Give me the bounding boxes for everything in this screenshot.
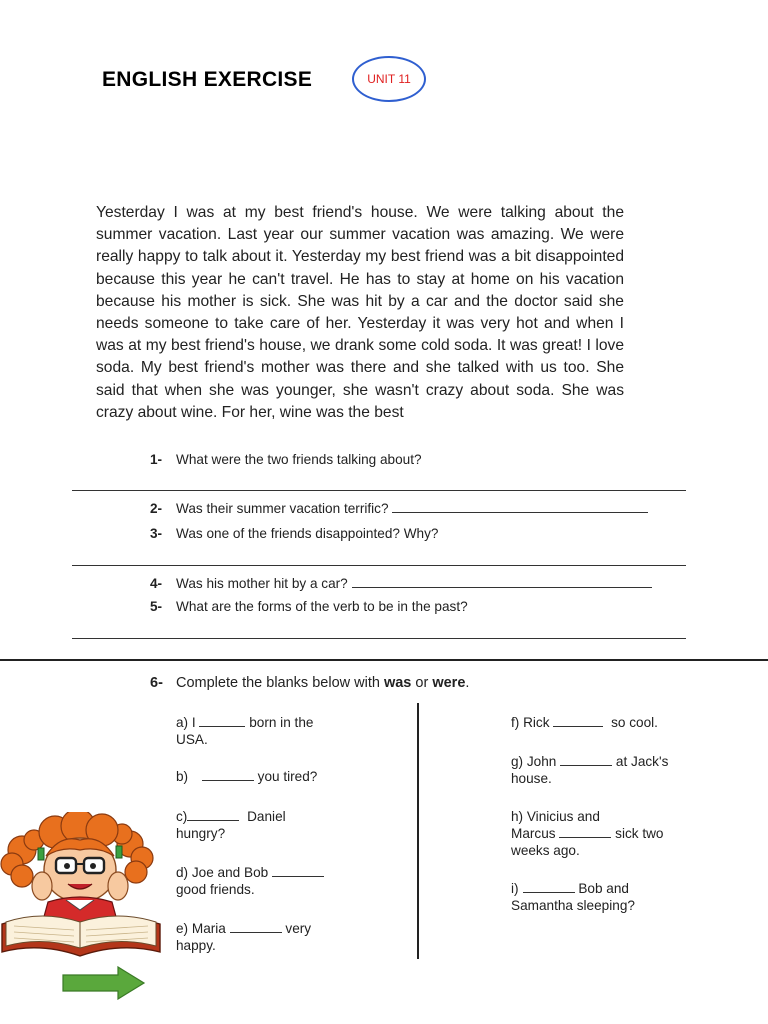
- answer-line-1[interactable]: [72, 490, 686, 491]
- blank-c[interactable]: [187, 808, 239, 821]
- blank-b[interactable]: [202, 768, 254, 781]
- answer-line-5[interactable]: [72, 638, 686, 639]
- blank-g[interactable]: [560, 753, 612, 766]
- exercise-item-i: i) Bob and Samantha sleeping?: [511, 881, 635, 913]
- blank-f[interactable]: [553, 714, 603, 727]
- blank-d[interactable]: [272, 864, 324, 877]
- exercise-item-f: f) Rick so cool.: [511, 715, 658, 730]
- column-separator: [417, 703, 419, 959]
- question-6: 6- Complete the blanks below with was or were.: [150, 675, 470, 691]
- exercise-item-g: g) John at Jack's house.: [511, 754, 669, 786]
- answer-line-3[interactable]: [72, 565, 686, 566]
- exercise-item-b: b) you tired?: [176, 769, 318, 784]
- unit-badge: UNIT 11: [352, 56, 426, 102]
- page-title: ENGLISH EXERCISE: [102, 68, 313, 91]
- exercise-item-a: a) I born in the USA.: [176, 715, 314, 747]
- reading-passage: Yesterday I was at my best friend's house. We were talking about the summer vacation. Last year our summer vacation was amazing. We were really happy to talk about it. Yesterday my best friend was a bit disappointed because this year he can't travel. He has to stay at home on his vacation because his mother is sick. She was hit by a car and the doctor said she needs someone to take care of her. Yesterday it was very hot and when I was at my best friend's house, we drank some cold soda. It was great! I love soda. My best friend's mother was there and she talked with us too. She said that when she was younger, she wasn't crazy about soda. She was crazy about wine. For her, wine was the best: [96, 204, 624, 421]
- exercise-item-h: h) Vinicius and Marcus sick two weeks ago.: [511, 809, 664, 858]
- question-4: 4- Was his mother hit by a car?: [150, 575, 690, 591]
- answer-blank-2[interactable]: [392, 500, 648, 513]
- question-2: 2- Was their summer vacation terrific?: [150, 500, 690, 516]
- blank-e[interactable]: [230, 920, 282, 933]
- exercise-item-d: d) Joe and Bob good friends.: [176, 864, 324, 898]
- blank-h[interactable]: [559, 825, 611, 838]
- blank-i[interactable]: [523, 880, 575, 893]
- question-3: 3- Was one of the friends disappointed? Why?: [150, 526, 439, 541]
- exercise-item-c: c) Daniel hungry?: [176, 809, 286, 841]
- girl-reading-book-illustration: [0, 812, 165, 962]
- question-5: 5- What are the forms of the verb to be in the past?: [150, 599, 468, 614]
- question-1: 1- What were the two friends talking about?: [150, 452, 422, 467]
- answer-blank-4[interactable]: [352, 575, 652, 588]
- section-divider: [0, 659, 768, 661]
- next-arrow-icon[interactable]: [62, 966, 146, 1000]
- blank-a[interactable]: [199, 714, 245, 727]
- exercise-item-e: e) Maria very happy.: [176, 921, 312, 953]
